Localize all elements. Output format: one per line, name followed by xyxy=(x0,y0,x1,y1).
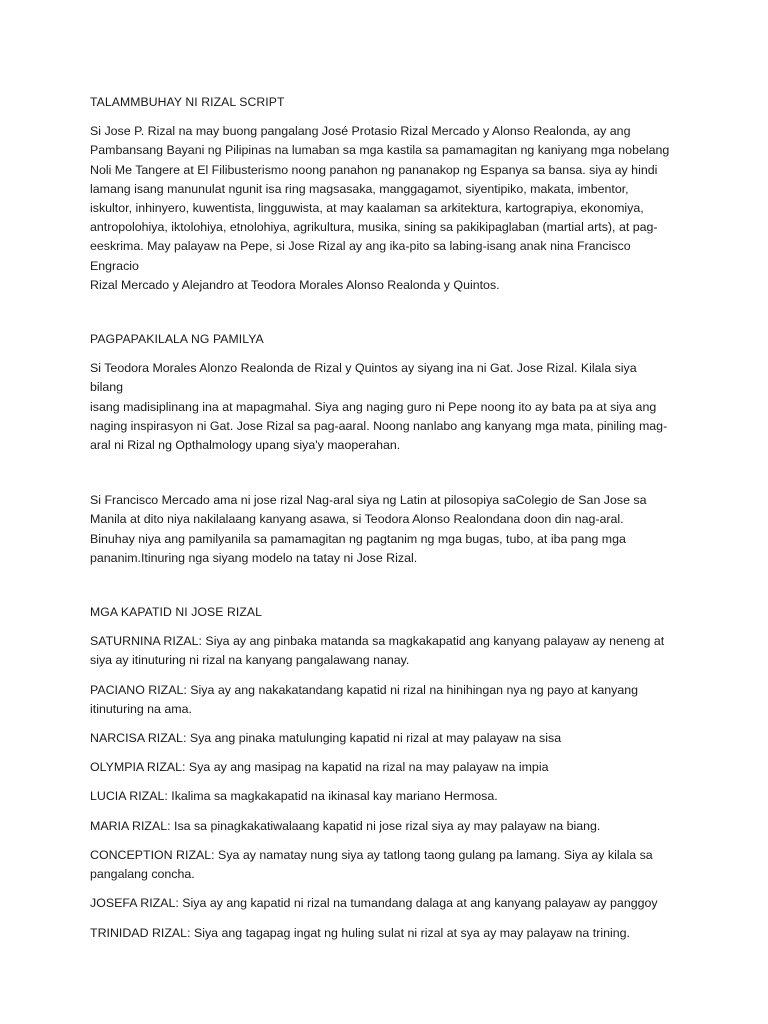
siblings-heading: MGA KAPATID NI JOSE RIZAL xyxy=(90,605,263,620)
father-line: Manila at dito niya nakilalaang kanyang asawa, si Teodora Alonso Realondana doon din nag-aral. xyxy=(90,512,624,527)
sibling-line: JOSEFA RIZAL: Siya ay ang kapatid ni rizal na tumandang dalaga at ang kanyang palayaw ay panggoy xyxy=(90,896,658,911)
sibling-entry-trinidad xyxy=(90,924,670,943)
mother-line: Si Teodora Morales Alonzo Realonda de Rizal y Quintos ay siyang ina ni Gat. Jose Rizal. Kilala siya bilang xyxy=(90,361,637,395)
mother-line: aral ni Rizal ng Opthalmology upang siya'y maoperahan. xyxy=(90,438,401,453)
sibling-entry-saturnina xyxy=(90,632,670,670)
sibling-entry-lucia xyxy=(90,787,670,806)
intro-line: Noli Me Tangere at El Filibusterismo noong panahon ng pananakop ng Espanya sa bansa. siya ay hindi xyxy=(90,162,658,177)
mother-line: naging inspirasyon ni Gat. Jose Rizal sa pag-aaral. Noong nanlabo ang kanyang mga mata, piniling mag- xyxy=(90,418,668,433)
sibling-line: PACIANO RIZAL: Siya ay ang nakakatandang kapatid ni rizal na hinihingan nya ng payo at kanyang xyxy=(90,682,639,697)
father-paragraph xyxy=(90,491,670,568)
sibling-line: OLYMPIA RIZAL: Sya ay ang masipag na kapatid na rizal na may palayaw na impia xyxy=(90,760,549,775)
intro-line: eeskrima. May palayaw na Pepe, si Jose Rizal ay ang ika-pito sa labing-isang anak nina Francisco Engracio xyxy=(90,239,631,273)
sibling-line: itinuturing na ama. xyxy=(90,701,192,716)
sibling-line: NARCISA RIZAL: Sya ang pinaka matulunging kapatid ni rizal at may palayaw na sisa xyxy=(90,731,562,746)
sibling-entry-maria xyxy=(90,817,670,836)
intro-line: lamang isang manunulat ngunit isa ring magsasaka, manggagamot, siyentipiko, makata, imbentor, xyxy=(90,181,629,196)
document-content xyxy=(90,93,670,953)
father-line: pananim.Itinuring nga siyang modelo na tatay ni Jose Rizal. xyxy=(90,550,418,565)
sibling-line: MARIA RIZAL: Isa sa pinagkakatiwalaang kapatid ni jose rizal siya ay may palayaw na biang. xyxy=(90,818,601,833)
document-title: TALAMMBUHAY NI RIZAL SCRIPT xyxy=(90,95,285,109)
sibling-line: CONCEPTION RIZAL: Sya ay namatay nung siya ay tatlong taong gulang pa lamang. Siya ay kilala sa xyxy=(90,847,653,862)
sibling-line: siya ay itinuturing ni rizal na kanyang pangalawang nanay. xyxy=(90,653,410,668)
intro-line: antropolohiya, iktolohiya, etnolohiya, agrikultura, musika, sining sa pakikipaglaban (martial arts), at pag- xyxy=(90,220,658,235)
intro-line: iskultor, inhinyero, kuwentista, lingguwista, at may kaalaman sa arkitektura, kartograpiya, ekonomiya, xyxy=(90,201,644,216)
sibling-line: pangalang concha. xyxy=(90,867,195,882)
intro-line: Rizal Mercado y Alejandro at Teodora Morales Alonso Realonda y Quintos. xyxy=(90,277,500,292)
sibling-line: LUCIA RIZAL: Ikalima sa magkakapatid na ikinasal kay mariano Hermosa. xyxy=(90,789,498,804)
father-line: Binuhay niya ang pamilyanila sa pamamagitan ng pagtanim ng mga bugas, tubo, at iba pang mga xyxy=(90,531,626,546)
family-heading: PAGPAPAKILALA NG PAMILYA xyxy=(90,332,264,347)
sibling-line: SATURNINA RIZAL: Siya ay ang pinbaka matanda sa magkakapatid ang kanyang palayaw ay neneng at xyxy=(90,634,665,649)
sibling-entry-conception xyxy=(90,846,670,884)
sibling-line: TRINIDAD RIZAL: Siya ang tagapag ingat ng huling sulat ni rizal at sya ay may palayaw na trining. xyxy=(90,925,630,940)
father-line: Si Francisco Mercado ama ni jose rizal Nag-aral siya ng Latin at pilosopiya saColegio de San Jose sa xyxy=(90,493,647,508)
sibling-entry-narcisa xyxy=(90,729,670,748)
intro-line: Pambansang Bayani ng Pilipinas na lumaban sa mga kastila sa pamamagitan ng kaniyang mga nobelang xyxy=(90,143,670,158)
intro-line: Si Jose P. Rizal na may buong pangalang José Protasio Rizal Mercado y Alonso Realonda, ay ang xyxy=(90,124,631,139)
intro-paragraph xyxy=(90,122,670,295)
sibling-entry-josefa xyxy=(90,894,670,913)
sibling-entry-olympia xyxy=(90,758,670,777)
mother-line: isang madisiplinang ina at mapagmahal. Siya ang naging guro ni Pepe noong ito ay bata pa at siya ang xyxy=(90,399,657,414)
sibling-entry-paciano xyxy=(90,681,670,719)
mother-paragraph xyxy=(90,359,670,455)
